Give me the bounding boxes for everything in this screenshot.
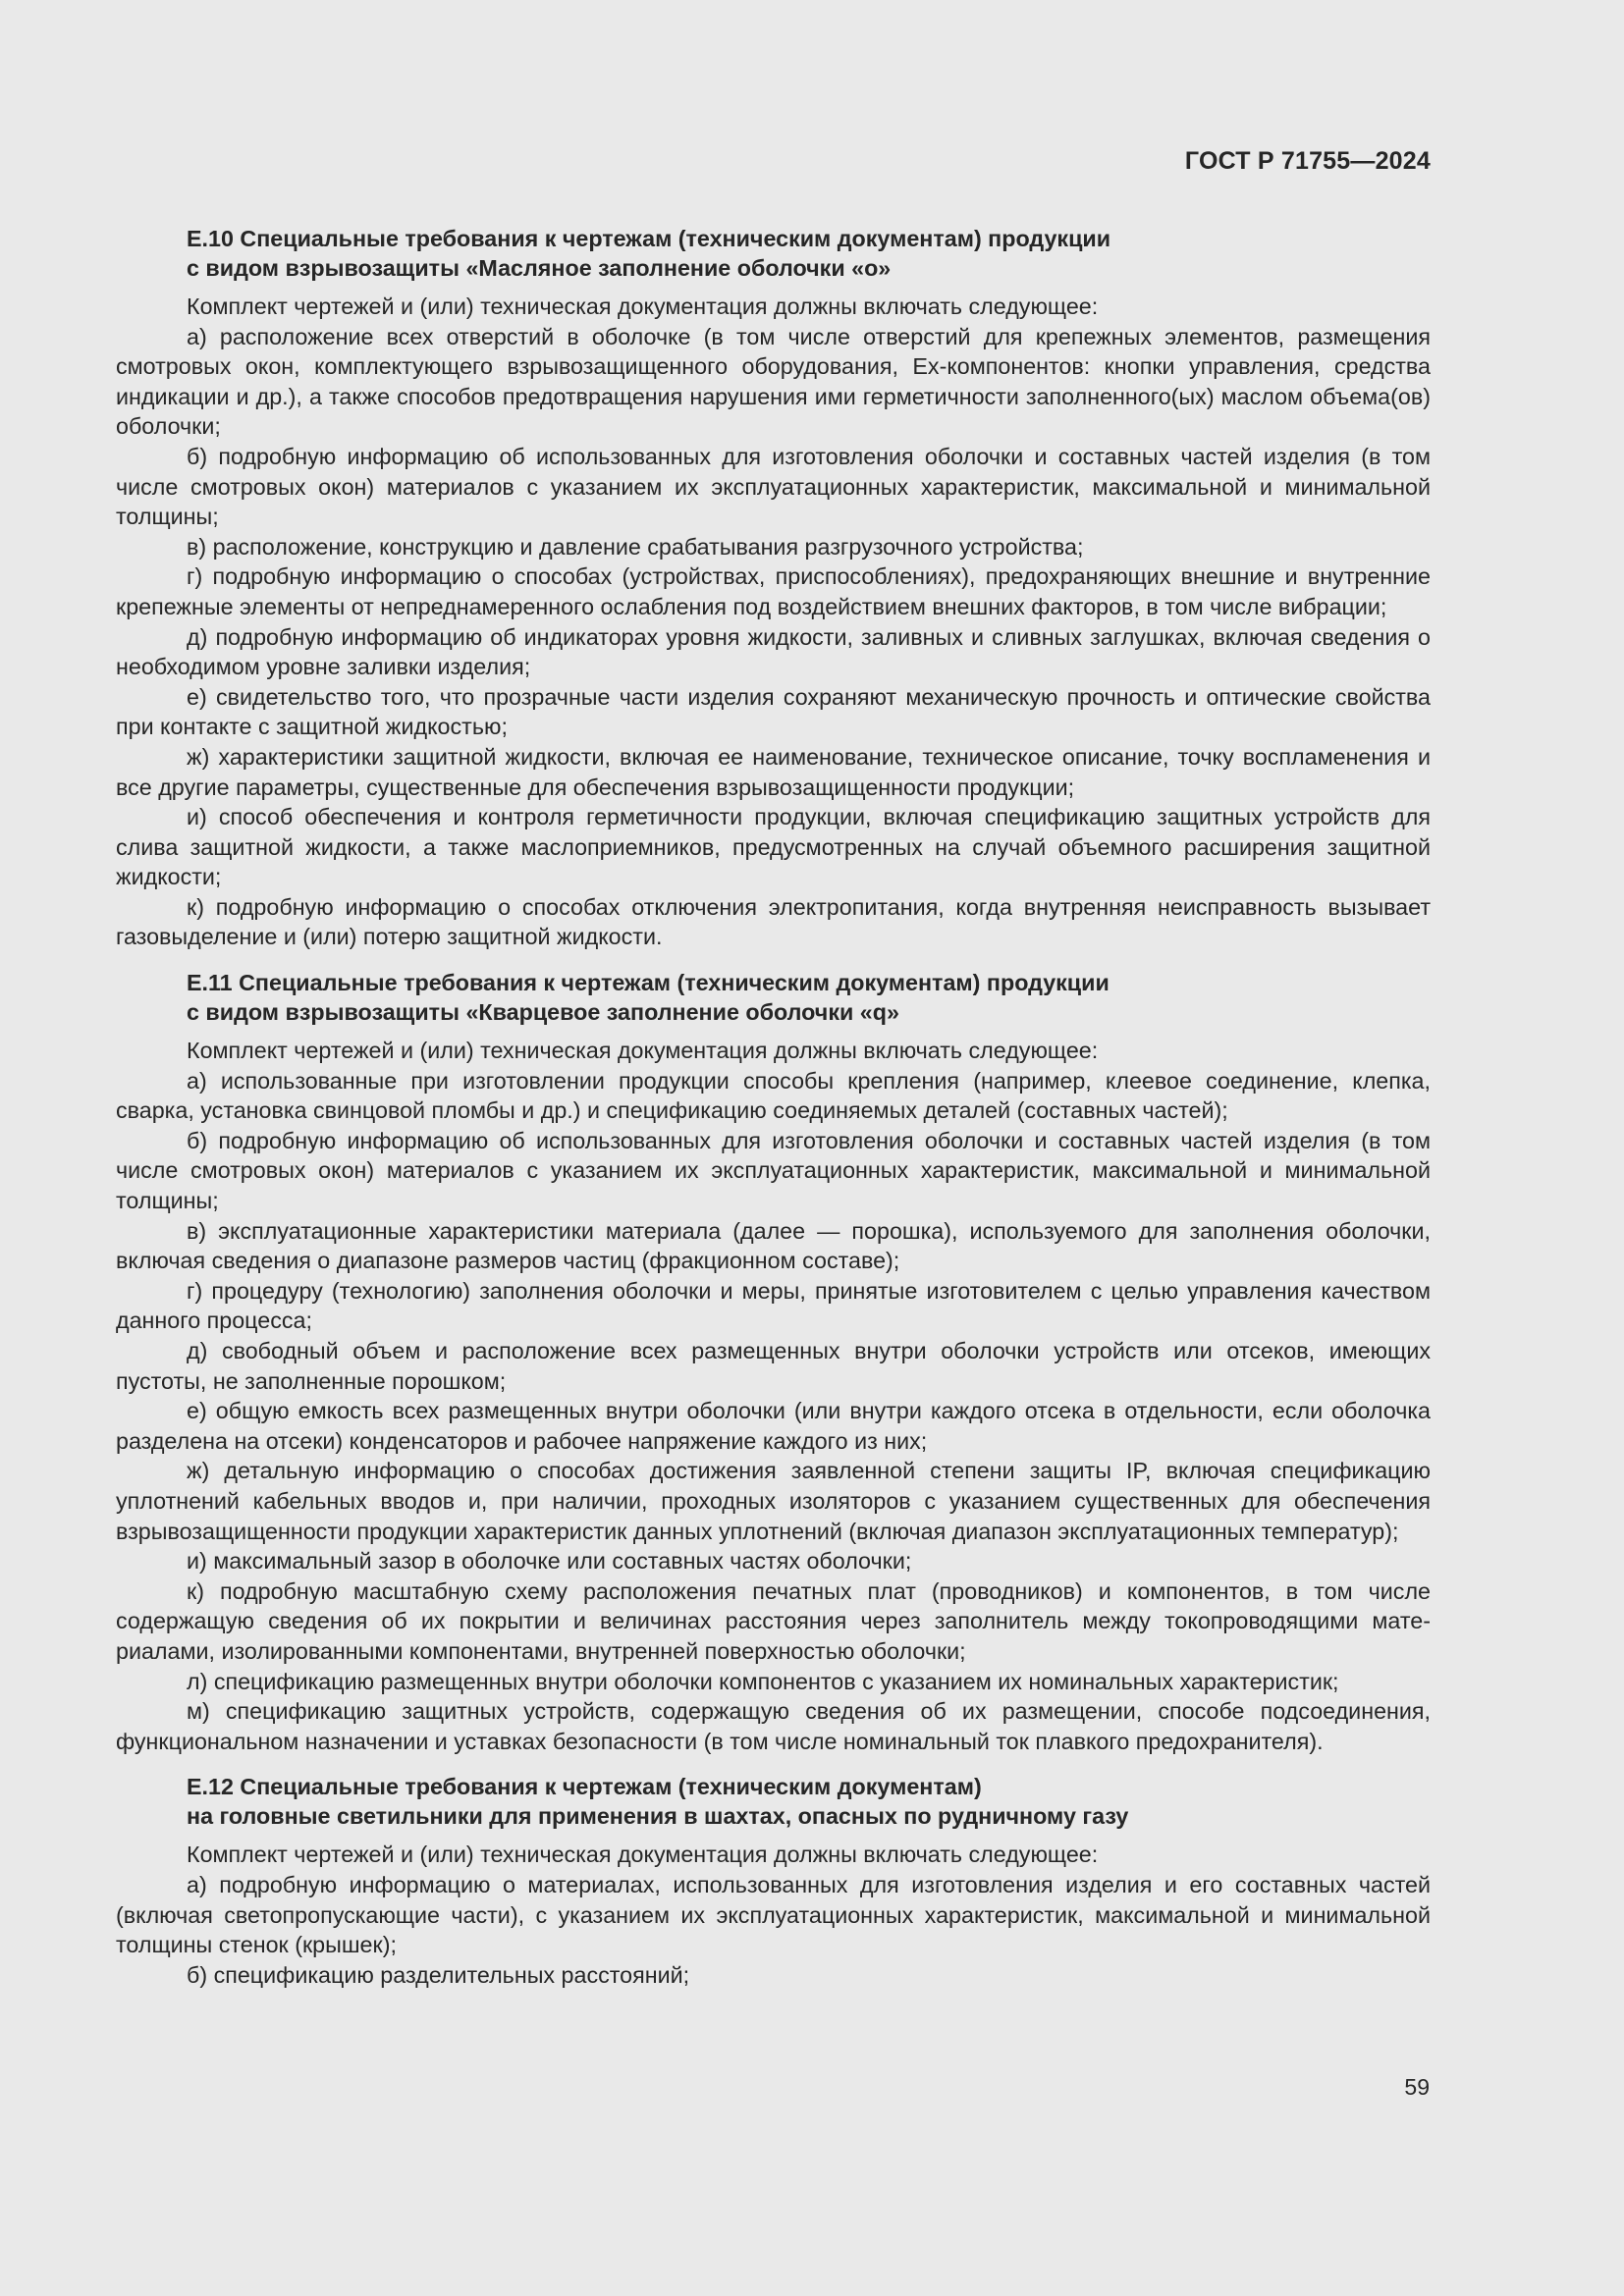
list-item: и) способ обеспечения и контроля герметичности продукции, включая спецификацию защитных устройств для слива защитной жидкости, а также маслоприемников, предусмотренных на случай объемного расширения защитной жидкости; bbox=[116, 804, 1431, 890]
page-number: 59 bbox=[1404, 2074, 1430, 2100]
document-body bbox=[116, 224, 1431, 2005]
intro-paragraph: Комплект чертежей и (или) техническая документация должны включать следующее: bbox=[187, 294, 1099, 319]
section-title-line: Е.12 Специальные требования к чертежам (техническим документам) bbox=[187, 1774, 982, 1800]
list-item: ж) характеристики защитной жидкости, включая ее наименование, техническое описание, точку воспламенения и все другие параметры, существенные для обеспечения взрывозащищенности продукции; bbox=[116, 743, 1431, 800]
section-title bbox=[116, 1772, 1431, 1831]
list-item: д) свободный объем и расположение всех размещенных внутри оболочки устройств или отсеков, имеющих пустоты, не заполненные порошком; bbox=[116, 1338, 1431, 1394]
list-item: а) подробную информацию о материалах, использованных для изготовления изделия и его составных частей (включая светопропускающие части), с указанием их эксплуатационных характеристик, максимальной и минимальной толщины стенок (крышек); bbox=[116, 1871, 1431, 1958]
section-e10 bbox=[116, 224, 1431, 952]
list-item: л) спецификацию размещенных внутри оболочки компонентов с указанием их номинальных характеристик; bbox=[187, 1668, 1339, 1694]
document-header: ГОСТ Р 71755—2024 bbox=[1184, 147, 1431, 175]
section-title-line: на головные светильники для применения в шахтах, опасных по рудничному газу bbox=[187, 1803, 1129, 1830]
list-item: б) спецификацию разделительных расстояний; bbox=[187, 1961, 690, 1988]
list-item: в) эксплуатационные характеристики материала (далее — порошка), используемого для заполнения оболочки, включая сведения о диапазоне размеров частиц (фракционном составе); bbox=[116, 1217, 1431, 1274]
intro-paragraph: Комплект чертежей и (или) техническая документация должны включать следующее: bbox=[187, 1842, 1099, 1868]
section-title bbox=[116, 968, 1431, 1027]
section-title-line: Е.11 Специальные требования к чертежам (техническим документам) продукции bbox=[187, 970, 1110, 996]
section-e11 bbox=[116, 968, 1431, 1756]
list-item: м) спецификацию защитных устройств, содержащую сведения об их размещении, способе подсоединения, функциональном назначении и уставках безопасности (в том числе номинальный ток плавкого предохранителя). bbox=[116, 1698, 1431, 1754]
list-item: в) расположение, конструкцию и давление срабатывания разгрузочного устройства; bbox=[187, 533, 1084, 560]
list-item: а) расположение всех отверстий в оболочке (в том числе отверстий для крепежных элементов, размещения смотровых окон, комплектующего взрывозащищенного оборудования, Ех-компонентов: кнопки управления, средства индикации и др.), а также способов предотвращения нарушения ими герметичности заполненного(ых) маслом объема(ов) оболочки; bbox=[116, 323, 1431, 440]
section-title bbox=[116, 224, 1431, 283]
list-item: д) подробную информацию об индикаторах уровня жидкости, заливных и сливных заглушках, включая сведения о необходимом уровне заливки изделия; bbox=[116, 623, 1431, 680]
intro-paragraph: Комплект чертежей и (или) техническая документация должны включать следующее: bbox=[187, 1038, 1099, 1064]
list-item: б) подробную информацию об использованных для изготовления оболочки и составных частей изделия (в том числе смотровых окон) материалов с указанием их эксплуатационных характеристик, максимальной и минимальной толщины; bbox=[116, 1127, 1431, 1214]
list-item: е) общую емкость всех размещенных внутри оболочки (или внутри каждого отсека в отдельности, если оболочка разделена на отсеки) конденсаторов и рабочее напряжение каждого из них; bbox=[116, 1398, 1431, 1454]
list-item: и) максимальный зазор в оболочке или составных частях оболочки; bbox=[187, 1548, 912, 1575]
list-item: к) подробную масштабную схему расположения печатных плат (проводников) и компонентов, в том числе содержащую сведения об их покрытии и величинах расстояния через заполнитель между токопроводящими материалами, изолированными компонентами, внутренней поверхностью оболочки; bbox=[116, 1577, 1431, 1664]
section-title-line: Е.10 Специальные требования к чертежам (техническим документам) продукции bbox=[187, 226, 1111, 251]
section-title-line: с видом взрывозащиты «Масляное заполнение оболочки «о» bbox=[187, 255, 892, 281]
list-item: е) свидетельство того, что прозрачные части изделия сохраняют механическую прочность и оптические свойства при контакте с защитной жидкостью; bbox=[116, 683, 1431, 740]
list-item: ж) детальную информацию о способах достижения заявленной степени защиты IP, включая спецификацию уплотнений кабельных вводов и, при наличии, проходных изоляторов с указанием существенных для обеспечения взрывозащищенности продукции характеристик данных уплотнений (включая диапазон эксплуатационных температур); bbox=[116, 1458, 1431, 1544]
list-item: б) подробную информацию об использованных для изготовления оболочки и составных частей изделия (в том числе смотровых окон) материалов с указанием их эксплуатационных характеристик, максимальной и минимальной толщины; bbox=[116, 443, 1431, 530]
list-item: к) подробную информацию о способах отключения электропитания, когда внутренняя неисправность вызывает газовыделение и (или) потерю защитной жидкости. bbox=[116, 893, 1431, 950]
section-title-line: с видом взрывозащиты «Кварцевое заполнение оболочки «q» bbox=[187, 999, 899, 1026]
list-item: г) процедуру (технологию) заполнения оболочки и меры, принятые изготовителем с целью управления качеством данного процесса; bbox=[116, 1277, 1431, 1334]
list-item: а) использованные при изготовлении продукции способы крепления (например, клеевое соединение, клепка, сварка, установка свинцовой пломбы и др.) и спецификацию соединяемых деталей (составных частей); bbox=[116, 1067, 1431, 1124]
section-e12 bbox=[116, 1772, 1431, 1990]
list-item: г) подробную информацию о способах (устройствах, приспособлениях), предохраняющих внешние и внутренние крепежные элементы от непреднамеренного ослабления под воздействием внешних факторов, в том числе вибрации; bbox=[116, 563, 1431, 619]
